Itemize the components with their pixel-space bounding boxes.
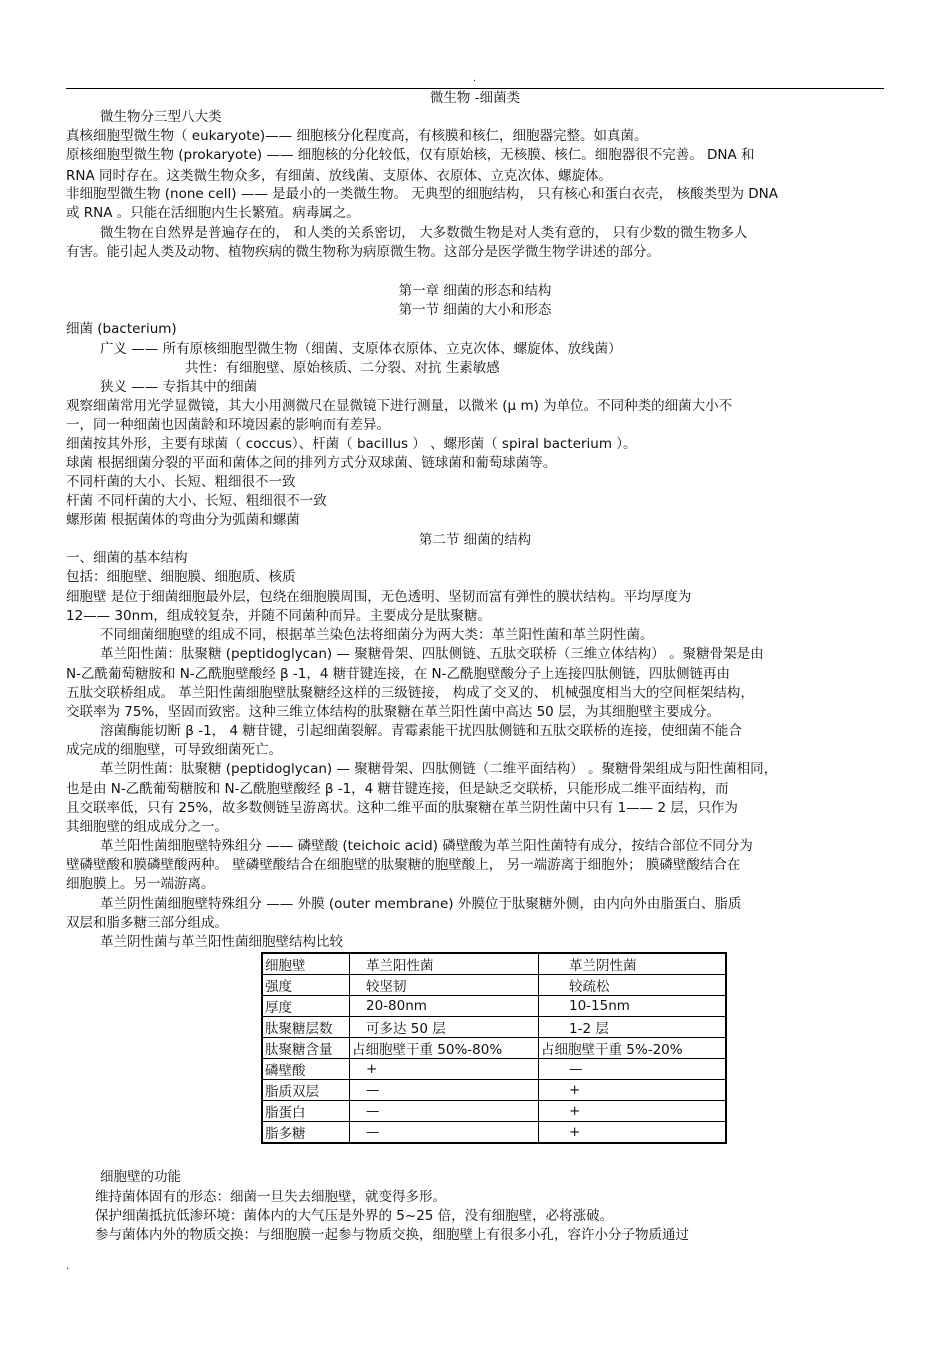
table-cell: 20-80nm — [350, 996, 539, 1017]
section-line: 也是由 N-乙酰葡萄糖胺和 N-乙酰胞壁酸经 β -1，4 糖苷键连接，但是缺乏交联桥，只能形成二维平面结构，而 — [66, 781, 729, 797]
section-line: 共性：有细胞壁、原始核质、二分裂、对抗 生素敏感 — [185, 360, 500, 376]
section-line: 细菌 (bacterium) — [66, 321, 177, 337]
intro-line: 真核细胞型微生物（ eukaryote)—— 细胞核分化程度高，有核膜和核仁，细胞器完整。如真菌。 — [66, 128, 648, 144]
table-header-cell: 革兰阳性菌 — [350, 953, 539, 975]
intro-line: 非细胞型微生物 (none cell) —— 是最小的一类微生物。 无典型的细胞结构， 只有核心和蛋白衣壳， 核酸类型为 DNA — [66, 186, 778, 202]
section-line: N-乙酰葡萄糖胺和 N-乙酰胞壁酸经 β -1，4 糖苷键连接，在 N-乙酰胞壁酸分子上连接四肽侧链，四肽侧链再由 — [66, 666, 731, 682]
table-row — [262, 1101, 726, 1122]
section-line: 广义 —— 所有原核细胞型微生物（细菌、支原体衣原体、立克次体、螺旋体、放线菌） — [100, 341, 622, 357]
section-line: 杆菌 不同杆菌的大小、长短、粗细很不一致 — [66, 493, 327, 509]
intro-line: RNA 同时存在。这类微生物众多，有细菌、放线菌、支原体、衣原体、立克次体、螺旋体。 — [66, 168, 613, 184]
intro-line: 原核细胞型微生物 (prokaryote) —— 细胞核的分化较低，仅有原始核，无核膜、核仁。细胞器很不完善。 DNA 和 — [66, 147, 755, 163]
section-line: 细菌按其外形，主要有球菌（ coccus）、杆菌（ bacillus ） 、螺形菌（ spiral bacterium ）。 — [66, 436, 637, 452]
table-cell: + — [350, 1059, 539, 1080]
table-cell: 可多达 50 层 — [350, 1017, 539, 1038]
functions-line: 维持菌体固有的形态：细菌一旦失去细胞壁，就变得多形。 — [95, 1189, 446, 1205]
section-line: 革兰阴性菌细胞壁特殊组分 —— 外膜 (outer membrane) 外膜位于肽聚糖外侧，由内向外由脂蛋白、脂质 — [100, 896, 742, 912]
intro-heading: 微生物分三型八大类 — [100, 109, 222, 125]
table-cell: 磷壁酸 — [262, 1059, 350, 1080]
footer-dot: . — [66, 1261, 70, 1272]
section-line: 细胞壁 是位于细菌细胞最外层，包绕在细胞膜周围，无色透明、坚韧而富有弹性的膜状结构。平均厚度为 — [66, 589, 692, 605]
table-cell: 脂质双层 — [262, 1080, 350, 1101]
comparison-table — [261, 952, 727, 1144]
section-title: 第一节 细菌的大小和形态 — [398, 302, 552, 318]
section-line: 12—— 30nm，组成较复杂，并随不同菌种而异。主要成分是肽聚糖。 — [66, 608, 491, 624]
table-cell: 1-2 层 — [539, 1017, 727, 1038]
document-title: 微生物 -细菌类 — [429, 90, 521, 106]
section-line: 壁磷壁酸和膜磷壁酸两种。 壁磷壁酸结合在细胞壁的肽聚糖的胞壁酸上， 另一端游离于细胞外； 膜磷壁酸结合在 — [66, 857, 741, 873]
table-cell: 强度 — [262, 975, 350, 996]
table-row — [262, 1122, 726, 1144]
table-cell: 占细胞壁干重 5%-20% — [539, 1038, 727, 1059]
table-cell: — — [350, 1122, 539, 1144]
table-cell: — — [539, 1059, 727, 1080]
table-cell: 较坚韧 — [350, 975, 539, 996]
table-cell: 占细胞壁干重 50%-80% — [350, 1038, 539, 1059]
section-title: 第二节 细菌的结构 — [418, 532, 532, 548]
table-cell: 脂多糖 — [262, 1122, 350, 1144]
table-row — [262, 1017, 726, 1038]
section-line: 交联率为 75%，坚固而致密。这种三维立体结构的肽聚糖在革兰阳性菌中高达 50 层，为其细胞壁主要成分。 — [66, 704, 721, 720]
section-line: 溶菌酶能切断 β -1， 4 糖苷键，引起细菌裂解。青霉素能干扰四肽侧链和五肽交联桥的连接，使细菌不能合 — [100, 723, 742, 739]
section-line: 不同杆菌的大小、长短、粗细很不一致 — [66, 474, 296, 490]
section-line: 且交联率低，只有 25%，故多数侧链呈游离状。这种二维平面的肽聚糖在革兰阴性菌中只有 1—— 2 层，只作为 — [66, 800, 738, 816]
intro-line: 微生物在自然界是普遍存在的， 和人类的关系密切， 大多数微生物是对人类有意的， 只有少数的微生物多人 — [100, 225, 748, 241]
section-line: 一，同一种细菌也因菌龄和环境因素的影响而有差异。 — [66, 417, 390, 433]
table-row — [262, 1038, 726, 1059]
table-cell: 脂蛋白 — [262, 1101, 350, 1122]
functions-heading: 细胞壁的功能 — [100, 1169, 181, 1185]
section-line: 一、细菌的基本结构 — [66, 550, 188, 566]
section-line: 球菌 根据细菌分裂的平面和菌体之间的排列方式分双球菌、链球菌和葡萄球菌等。 — [66, 455, 557, 471]
section-line: 革兰阳性菌：肽聚糖 (peptidoglycan) — 聚糖骨架、四肽侧链、五肽交联桥（三维立体结构） 。聚糖骨架是由 — [100, 646, 764, 662]
table-cell: 肽聚糖层数 — [262, 1017, 350, 1038]
section-line: 细胞膜上。另一端游离。 — [66, 876, 215, 892]
table-header-row — [262, 953, 726, 975]
table-cell: 肽聚糖含量 — [262, 1038, 350, 1059]
intro-line: 有害。能引起人类及动物、植物疾病的微生物称为病原微生物。这部分是医学微生物学讲述的部分。 — [66, 244, 660, 260]
section-line: 包括：细胞壁、细胞膜、细胞质、核质 — [66, 569, 296, 585]
section-line: 革兰阳性菌细胞壁特殊组分 —— 磷壁酸 (teichoic acid) 磷壁酸为革兰阳性菌特有成分，按结合部位不同分为 — [100, 838, 753, 854]
table-cell: — — [350, 1080, 539, 1101]
functions-line: 参与菌体内外的物质交换：与细胞膜一起参与物质交换，细胞壁上有很多小孔，容许小分子物质通过 — [95, 1227, 689, 1243]
table-cell: + — [539, 1101, 727, 1122]
section-line: 双层和脂多糖三部分组成。 — [66, 915, 228, 931]
section-line: 五肽交联桥组成。 革兰阳性菌细胞壁肽聚糖经这样的三级链接， 构成了交叉的、 机械强度相当大的空间框架结构， — [66, 685, 754, 701]
table-cell: 10-15nm — [539, 996, 727, 1017]
table-row — [262, 975, 726, 996]
chapter-title: 第一章 细菌的形态和结构 — [398, 283, 552, 299]
section-line: 革兰阴性菌：肽聚糖 (peptidoglycan) — 聚糖骨架、四肽侧链（二维平面结构） 。聚糖骨架组成与阳性菌相同， — [100, 761, 778, 777]
table-row — [262, 1080, 726, 1101]
section-line: 不同细菌细胞壁的组成不同，根据革兰染色法将细菌分为两大类：革兰阳性菌和革兰阴性菌。 — [100, 627, 654, 643]
table-row — [262, 1059, 726, 1080]
table-caption: 革兰阴性菌与革兰阳性菌细胞壁结构比较 — [100, 934, 343, 950]
table-cell: — — [350, 1101, 539, 1122]
table-cell: 较疏松 — [539, 975, 727, 996]
header-dot: . — [473, 73, 477, 84]
table-cell: + — [539, 1080, 727, 1101]
section-line: 其细胞壁的组成成分之一。 — [66, 819, 228, 835]
functions-line: 保护细菌抵抗低渗环境：菌体内的大气压是外界的 5~25 倍，没有细胞壁，必将涨破。 — [95, 1208, 614, 1224]
section-line: 狭义 —— 专指其中的细菌 — [100, 379, 258, 395]
table-header-cell: 细胞壁 — [262, 953, 350, 975]
table-header-cell: 革兰阴性菌 — [539, 953, 727, 975]
section-line: 成完成的细胞壁，可导致细菌死亡。 — [66, 742, 282, 758]
table-cell: + — [539, 1122, 727, 1144]
table-row — [262, 996, 726, 1017]
intro-line: 或 RNA 。只能在活细胞内生长繁殖。病毒属之。 — [66, 205, 360, 221]
section-line: 螺形菌 根据菌体的弯曲分为弧菌和螺菌 — [66, 512, 300, 528]
table-cell: 厚度 — [262, 996, 350, 1017]
section-line: 观察细菌常用光学显微镜，其大小用测微尺在显微镜下进行测量，以微米 (μ m) 为单位。不同种类的细菌大小不 — [66, 398, 733, 414]
